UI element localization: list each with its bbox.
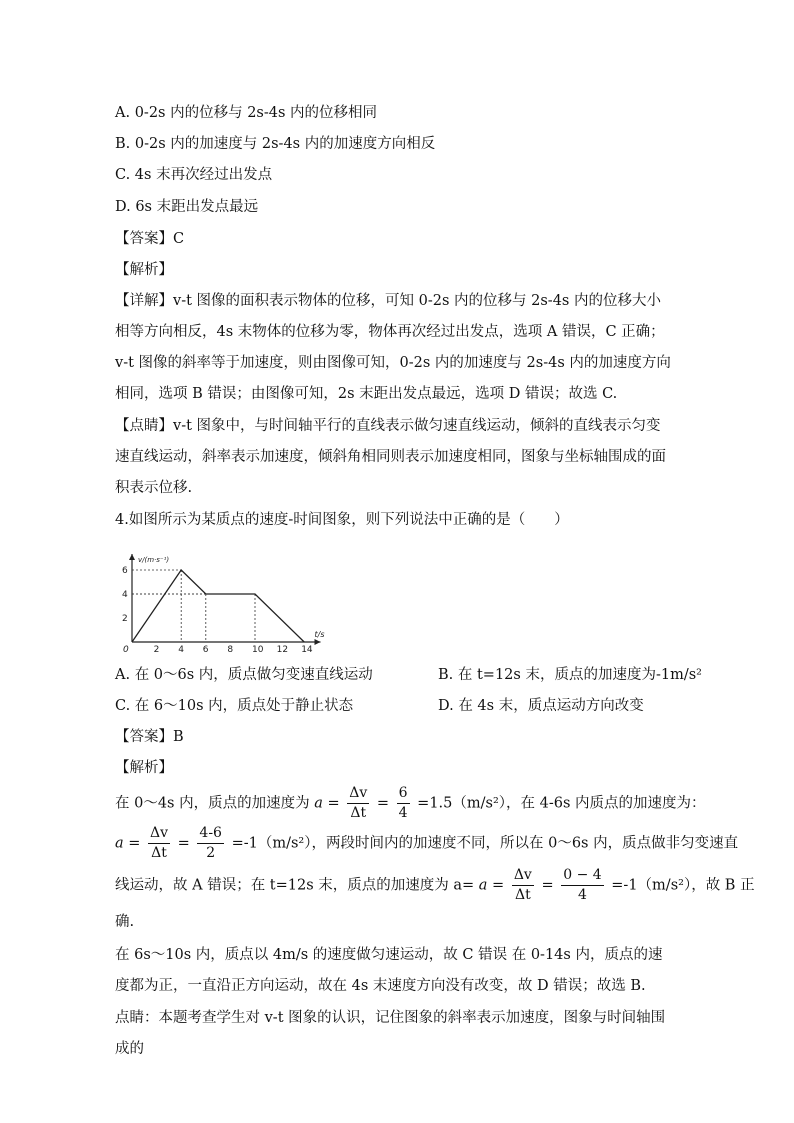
q4-answer: 【答案】B	[115, 729, 184, 745]
q4-analysis-heading: 【解析】	[115, 760, 173, 776]
q4-option-a: A. 在 0～6s 内，质点做匀变速直线运动	[115, 667, 373, 683]
prev-option-a: A. 0-2s 内的位移与 2s-4s 内的位移相同	[115, 105, 378, 121]
x-axis-label: t/s	[314, 630, 325, 639]
prev-analysis-heading: 【解析】	[115, 262, 173, 278]
x-tick-label: 6	[202, 645, 209, 655]
y-axis-arrow	[129, 554, 135, 560]
x-axis-arrow	[315, 639, 321, 645]
prev-answer: 【答案】C	[115, 231, 185, 247]
q4-analysis-line3: 线运动，故 A 错误；在 t=12s 末，质点的加速度为 a= a = $\frac{\Delta v}{\Delta t}$ = $\frac{0 - 4}{4}$ =-1（m/s²），故 B 正	[115, 867, 755, 903]
q4-analysis-line1: 在 0～4s 内，质点的加速度为 a = $\frac{\Delta v}{\Delta t}$ = $\frac{6}{4}$ =1.5（m/s²），在 4-6s 内质点的加速度为：	[115, 785, 706, 821]
q4-stem: 4.如图所示为某质点的速度-时间图象，则下列说法中正确的是（ ）	[115, 512, 569, 528]
prev-comment: 【点睛】v-t 图象中，与时间轴平行的直线表示做匀速直线运动，倾斜的直线表示匀变速直线运动，斜率表示加速度，倾斜角相同则表示加速度相同，图象与坐标轴围成的面积表示位移.	[115, 418, 666, 496]
y-axis-label: v/(m·s⁻¹)	[138, 556, 170, 564]
y-tick-label: 2	[122, 614, 128, 624]
x-tick-label: 4	[178, 645, 184, 655]
x-tick-label: 14	[301, 645, 313, 655]
y-tick-label: 4	[122, 590, 128, 600]
velocity-time-chart	[112, 540, 337, 655]
x-tick-label: 10	[252, 645, 264, 655]
q4-option-d: D. 在 4s 末，质点运动方向改变	[438, 698, 644, 714]
y-tick-label: 6	[122, 566, 128, 576]
q4-option-c: C. 在 6～10s 内，质点处于静止状态	[115, 698, 354, 714]
x-tick-label: 8	[227, 645, 234, 655]
prev-detail: 【详解】v-t 图像的面积表示物体的位移，可知 0-2s 内的位移与 2s-4s 内的位移大小相等方向相反，4s 末物体的位移为零，物体再次经过出发点，选项 A 错误，C 正确；v-t 图像的斜率等于加速度，则由图像可知，0-2s 内的加速度与 2s-4s 内的加速度方向相同，选项 B 错误；由图像可知，2s 末距出发点最远，选项 D 错误；故选 C.	[115, 293, 671, 402]
x-tick-label: 2	[153, 645, 160, 655]
prev-option-d: D. 6s 末距出发点最远	[115, 199, 259, 215]
q4-option-b: B. 在 t=12s 末，质点的加速度为-1m/s²	[438, 667, 702, 683]
velocity-series-line	[132, 570, 304, 642]
x-tick-label: 12	[276, 645, 289, 655]
prev-option-b: B. 0-2s 内的加速度与 2s-4s 内的加速度方向相反	[115, 136, 436, 152]
q4-analysis-line5: 在 6s～10s 内，质点以 4m/s 的速度做匀速运动，故 C 错误 在 0-14s 内，质点的速度都为正，一直沿正方向运动，故在 4s 末速度方向没有改变，故 D 错误；故选 B.	[115, 947, 663, 994]
q4-analysis-line2: a = $\frac{\Delta v}{\Delta t}$ = $\frac{4-6}{2}$ =-1（m/s²），两段时间内的加速度不同，所以在 0～6s 内，质点做非匀变速直	[115, 825, 739, 861]
prev-option-c: C. 4s 末再次经过出发点	[115, 167, 273, 183]
x-tick-label: 0	[123, 645, 129, 655]
q4-analysis-line4: 确.	[115, 914, 135, 930]
q4-comment: 点睛：本题考查学生对 v-t 图象的认识，记住图象的斜率表示加速度，图象与时间轴围成的	[115, 1010, 666, 1057]
